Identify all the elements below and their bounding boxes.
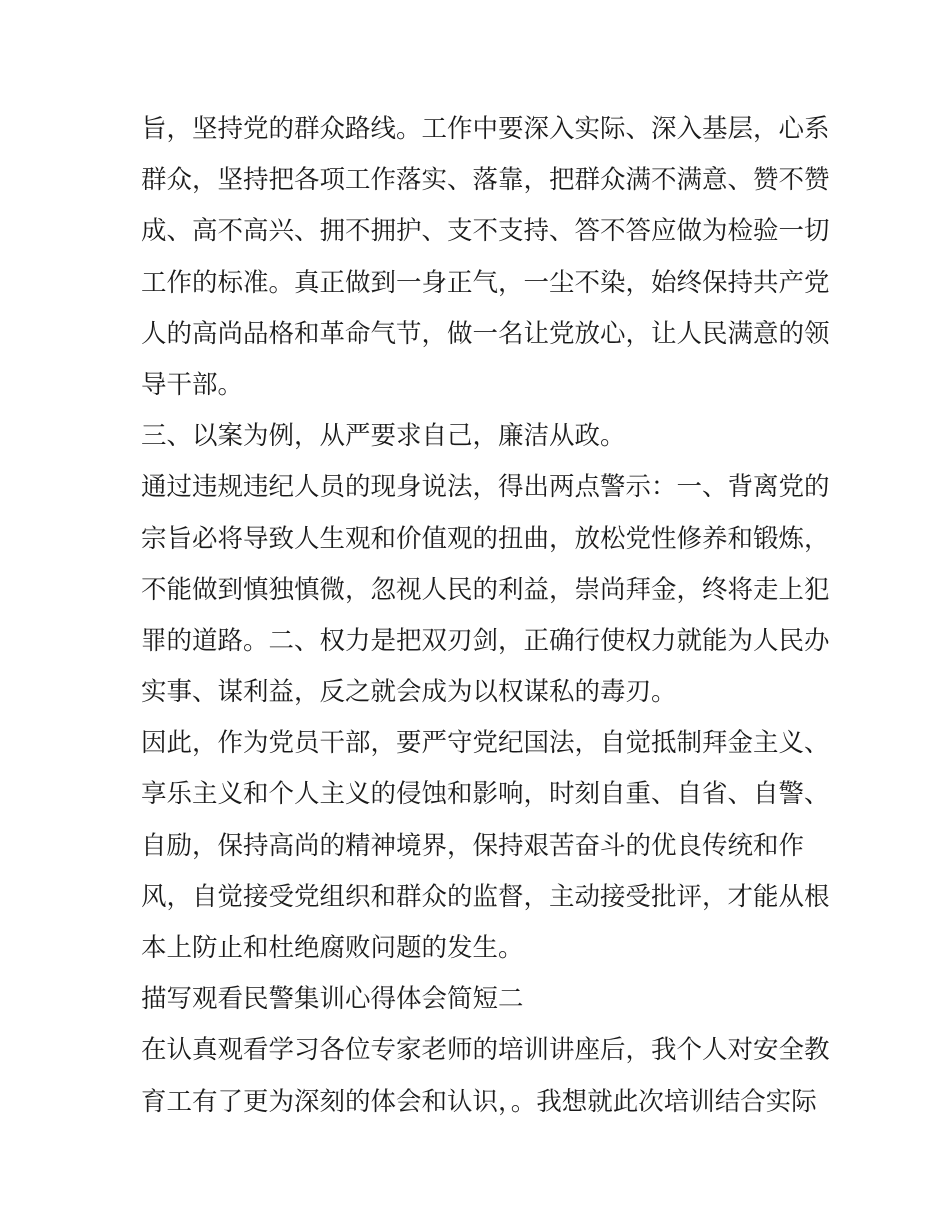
text-line: 在认真观看学习各位专家老师的培训讲座后，我个人对安全教 [141, 1035, 830, 1066]
text-line: 自励，保持高尚的精神境界，保持艰苦奋斗的优良传统和作 [141, 830, 805, 861]
text-line: 导干部。 [141, 369, 244, 400]
article-title: 描写观看民警集训心得体会简短二 [141, 984, 524, 1015]
text-line: 实事、谋利益，反之就会成为以权谋私的毒刃。 [141, 677, 677, 708]
text-line: 育工有了更为深刻的体会和认识，。我想就此次培训结合实际 [141, 1086, 817, 1117]
text-line: 旨，坚持党的群众路线。工作中要深入实际、深入基层，心系 [141, 114, 830, 144]
text-line: 工作的标准。真正做到一身正气，一尘不染，始终保持共产党 [141, 267, 830, 298]
text-line: 通过违规违纪人员的现身说法，得出两点警示：一、背离党的 [141, 472, 830, 503]
text-line: 因此，作为党员干部，要严守党纪国法，自觉抵制拜金主义、 [141, 728, 830, 759]
text-line: 享乐主义和个人主义的侵蚀和影响，时刻自重、自省、自警、 [141, 779, 830, 810]
document-body [141, 104, 830, 1128]
text-line: 罪的道路。二、权力是把双刃剑，正确行使权力就能为人民办 [141, 625, 830, 656]
text-line: 风，自觉接受党组织和群众的监督，主动接受批评，才能从根 [141, 881, 830, 912]
section-heading: 三、以案为例，从严要求自己，廉洁从政。 [141, 421, 626, 452]
text-line: 宗旨必将导致人生观和价值观的扭曲，放松党性修养和锻炼， [141, 523, 830, 554]
text-line: 成、高不高兴、拥不拥护、支不支持、答不答应做为检验一切 [141, 216, 830, 247]
text-line: 不能做到慎独慎微，忽视人民的利益，崇尚拜金，终将走上犯 [141, 574, 830, 605]
text-line: 本上防止和杜绝腐败问题的发生。 [141, 933, 524, 963]
text-line: 群众，坚持把各项工作落实、落靠，把群众满不满意、赞不赞 [141, 165, 830, 196]
text-line: 人的高尚品格和革命气节，做一名让党放心，让人民满意的领 [141, 318, 830, 349]
